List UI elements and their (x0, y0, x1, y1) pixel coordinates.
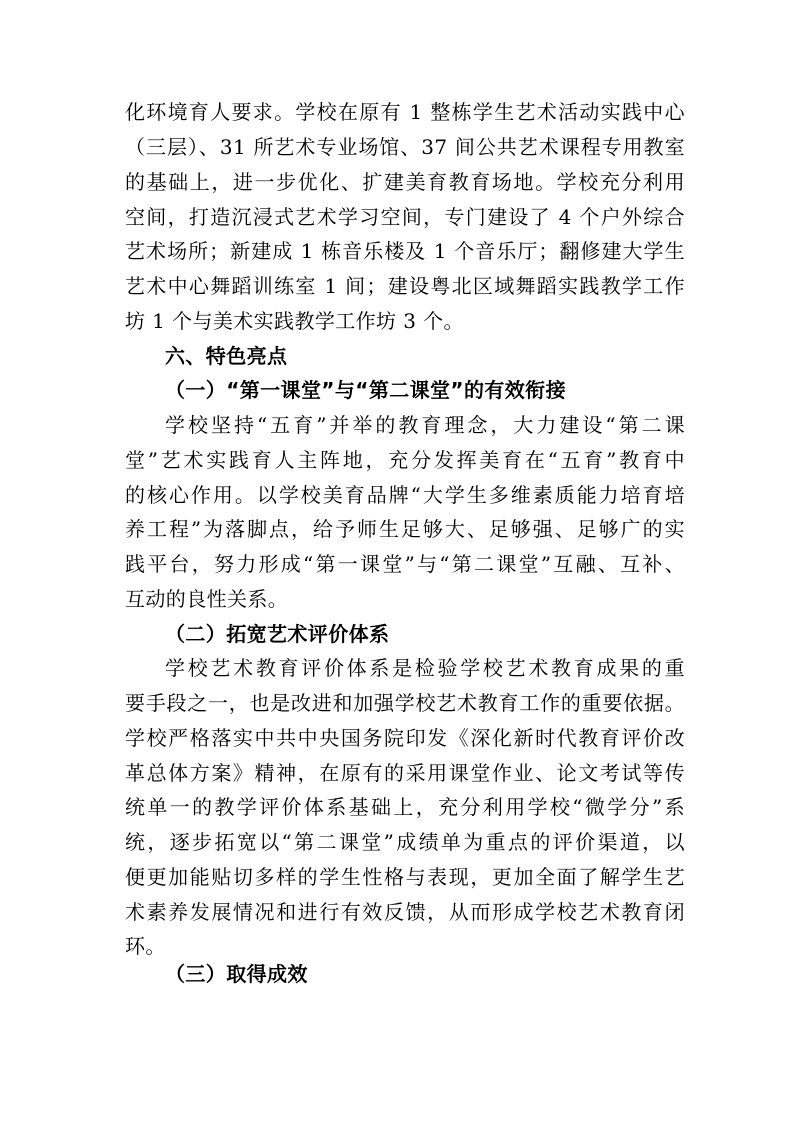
paragraph-line: 学校艺术教育评价体系是检验学校艺术教育成果的重 (165, 656, 685, 681)
paragraph-line: 统，逐步拓宽以“第二课堂”成绩单为重点的评价渠道，以 (125, 830, 685, 855)
paragraph-line: 便更加能贴切多样的学生性格与表现，更加全面了解学生艺 (125, 864, 685, 889)
paragraph-line: （三层）、31 所艺术专业场馆、37 间公共艺术课程专用教室 (125, 135, 685, 160)
paragraph-line: 统单一的教学评价体系基础上，充分利用学校“微学分”系 (125, 795, 685, 820)
paragraph-line: 的基础上，进一步优化、扩建美育教育场地。学校充分利用 (125, 169, 685, 194)
paragraph-line: 学校严格落实中共中央国务院印发《深化新时代教育评价改 (125, 725, 685, 750)
paragraph-line: 互动的良性关系。 (125, 586, 289, 611)
paragraph-line: 环。 (125, 934, 166, 959)
paragraph-line: 革总体方案》精神，在原有的采用课堂作业、论文考试等传 (125, 760, 685, 785)
paragraph-line: 化环境育人要求。学校在原有 1 整栋学生艺术活动实践中心 (125, 100, 685, 124)
subsection-heading: （二）拓宽艺术评价体系 (165, 621, 390, 646)
paragraph-line: 堂”艺术实践育人主阵地，充分发挥美育在“五育”教育中 (125, 447, 685, 472)
paragraph-line: 的核心作用。以学校美育品牌“大学生多维素质能力培育培 (125, 482, 685, 507)
section-heading: 六、特色亮点 (165, 343, 288, 368)
paragraph-line: 空间，打造沉浸式艺术学习空间，专门建设了 4 个户外综合 (125, 204, 685, 229)
paragraph-line: 艺术场所；新建成 1 栋音乐楼及 1 个音乐厅；翻修建大学生 (125, 239, 685, 264)
paragraph-line: 坊 1 个与美术实践教学工作坊 3 个。 (125, 308, 464, 333)
paragraph-line: 术素养发展情况和进行有效反馈，从而形成学校艺术教育闭 (125, 899, 685, 924)
paragraph-line: 学校坚持“五育”并举的教育理念，大力建设“第二课 (165, 413, 685, 438)
paragraph-line: 要手段之一，也是改进和加强学校艺术教育工作的重要依据。 (125, 691, 685, 716)
subsection-heading: （三）取得成效 (165, 962, 308, 987)
paragraph-line: 践平台，努力形成“第一课堂”与“第二课堂”互融、互补、 (125, 552, 685, 577)
paragraph-line: 艺术中心舞蹈训练室 1 间；建设粤北区域舞蹈实践教学工作 (125, 274, 685, 299)
subsection-heading: （一）“第一课堂”与“第二课堂”的有效衔接 (165, 378, 566, 403)
paragraph-line: 养工程”为落脚点，给予师生足够大、足够强、足够广的实 (125, 517, 685, 542)
